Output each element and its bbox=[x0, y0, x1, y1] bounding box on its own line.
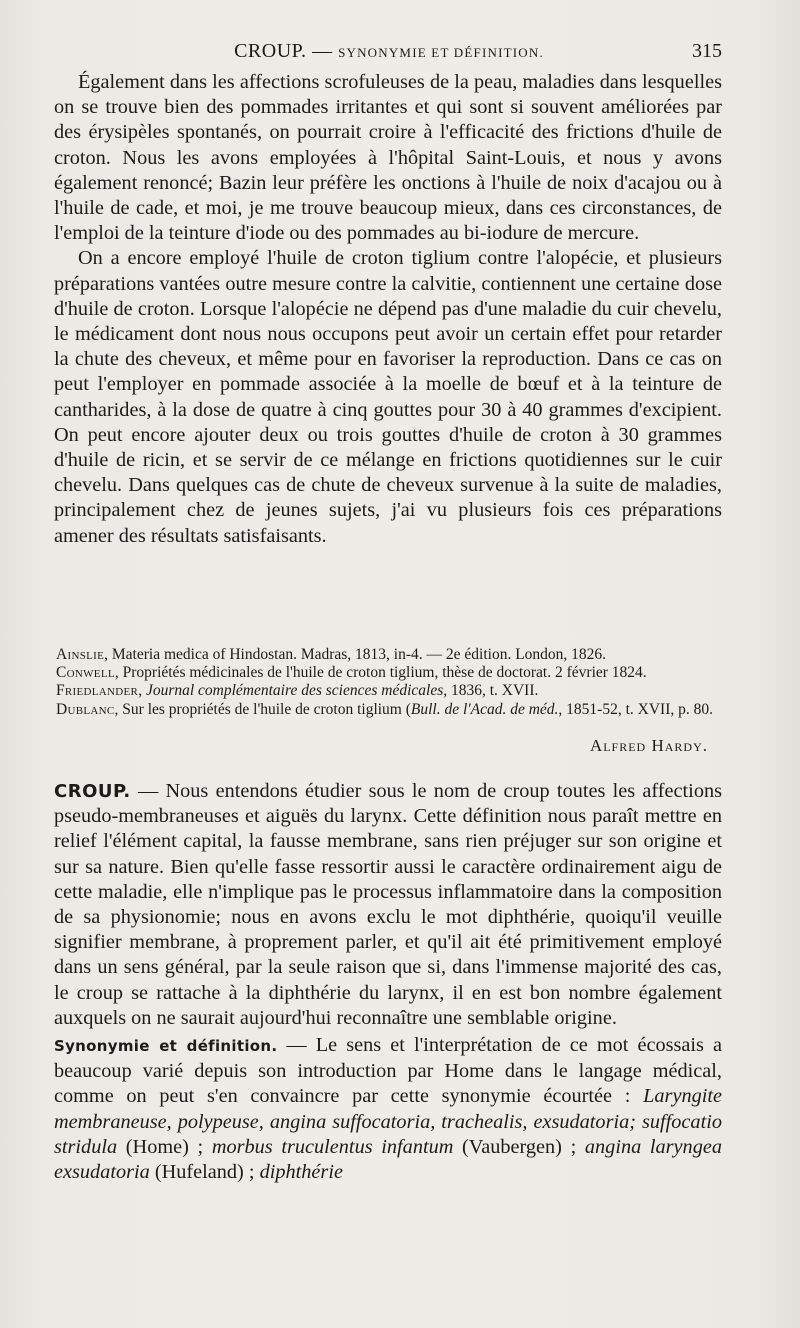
reference-journal: Journal complémentaire des sciences médicales bbox=[145, 682, 444, 700]
croup-text: — Nous entendons étudier sous le nom de croup toutes les affections pseudo-membraneuses et aiguës du larynx. Cette définition nous paraît mettre en relief l'élément capital, la fausse membrane, sans rien préjuger sur son origine et sur sa nature. Bien qu'elle fasse ressortir aussi le caractère ordinairement aigu de cette maladie, elle n'implique pas le processus inflammatoire dans la composition de sa physionomie; nous en avons exclu le mot diphthérie, quoiqu'il veuille signifier membrane, à proprement parler, et qu'il ait été primitivement employé dans un sens général, par la seule raison que si, dans l'immense majorité des cas, le croup se rattache à la diphthérie du larynx, il en est bon nombre également auxquels on ne saurait aujourd'hui reconnaître une semblable origine. bbox=[54, 780, 722, 1029]
synonymie-italic-1: Laryngite membraneuse, polypeuse, angina suffocatoria, trachealis, exsudatoria; suffocatio stridula bbox=[54, 1085, 722, 1158]
section-heading-synonymie: Synonymie et définition. bbox=[54, 1037, 278, 1056]
bibliography bbox=[56, 646, 722, 719]
paragraph-alopecie: On a encore employé l'huile de croton tiglium contre l'alopécie, et plusieurs préparations vantées outre mesure contre la calvitie, contiennent une certaine dose d'huile de croton. Lorsque l'alopécie ne dépend pas d'une maladie du cuir chevelu, le médicament dont nous nous occupons peut avoir un certain effet pour retarder la chute des cheveux, et même pour en favoriser la reproduction. Dans ce cas on peut l'employer en pommade associée à la moelle de bœuf et à la teinture de cantharides, à la dose de quatre à cinq gouttes pour 30 à 40 grammes d'excipient. On peut encore ajouter deux ou trois gouttes d'huile de croton à 30 grammes d'huile de ricin, et se servir de ce mélange en frictions quotidiennes sur le cuir chevelu. Dans quelques cas de chute de cheveux survenue à la suite de maladies, principalement chez de jeunes sujets, j'ai vu plusieurs fois ces préparations amener des résultats satisfaisants. bbox=[54, 247, 722, 547]
reference-text: , 1836, t. XVII. bbox=[443, 682, 539, 700]
synonymie-text-d: (Hufeland) ; bbox=[149, 1161, 260, 1184]
running-title bbox=[56, 40, 722, 63]
reference-author: Ainslie bbox=[56, 646, 105, 663]
paragraph-scrofuleuses: Également dans les affections scrofuleuses de la peau, maladies dans lesquelles on se trouve bien des pommades irritantes et qui sont si souvent améliorées par des érysipèles spontanés, on pourrait croire à l'efficacité des frictions d'huile de croton. Nous les avons employées à l'hôpital Saint-Louis, et nous y avons également renoncé; Bazin leur préfère les onctions à l'huile de noix d'acajou ou à l'huile de cade, et moi, je me trouve beaucoup mieux, dans ces circonstances, de l'emploi de la teinture d'iode ou des pommades au bi-iodure de mercure. bbox=[54, 71, 722, 245]
synonymie-italic-3: angina laryngea exsudatoria bbox=[54, 1135, 722, 1184]
synonymie-text-c: (Vaubergen) ; bbox=[453, 1135, 585, 1158]
reference-author: Dublanc bbox=[56, 700, 115, 718]
article-heading-croup: CROUP. bbox=[54, 781, 131, 802]
author-signature: Alfred Hardy. bbox=[589, 736, 708, 755]
page-number: 315 bbox=[692, 40, 722, 62]
running-title-sub: SYNONYMIE ET DÉFINITION. bbox=[338, 45, 544, 60]
reference-friedlander: Friedlander, Journal complémentaire des sciences médicales, 1836, t. XVII. bbox=[56, 682, 539, 700]
running-title-main: CROUP. bbox=[234, 40, 307, 62]
body-text-top bbox=[54, 70, 722, 549]
synonymie-text-b: (Home) ; bbox=[117, 1135, 212, 1158]
reference-text-end: , 1851-52, t. XVII, p. 80. bbox=[558, 700, 713, 718]
reference-author: Conwell bbox=[56, 664, 115, 682]
synonymie-italic-4: diphthérie bbox=[259, 1161, 343, 1184]
reference-dublanc bbox=[56, 701, 722, 719]
running-header bbox=[56, 40, 722, 66]
reference-text: , Materia medica of Hindostan. Madras, 1813, in-4. — 2e édition. London, 1826. bbox=[104, 646, 607, 663]
reference-text: , Propriétés médicinales de l'huile de croton tiglium, thèse de doctorat. 2 février 1824. bbox=[114, 664, 647, 682]
reference-conwell bbox=[56, 664, 722, 682]
paragraph-synonymie bbox=[54, 1033, 722, 1185]
reference-ainslie bbox=[56, 646, 722, 664]
paragraph-croup bbox=[54, 779, 722, 1031]
reference-text: , Sur les propriétés de l'huile de croton tiglium ( bbox=[114, 700, 411, 718]
synonymie-italic-2: morbus truculentus infantum bbox=[211, 1135, 454, 1158]
body-text-croup bbox=[54, 779, 722, 1185]
synonymie-text-a: — Le sens et l'interprétation de ce mot écossais a beaucoup varié depuis son introduction par Home dans le langage médical, comme on peut s'en convaincre par cette synonymie écourtée : bbox=[54, 1034, 722, 1108]
reference-author: Friedlander bbox=[56, 682, 139, 700]
reference-journal: Bull. de l'Acad. de méd. bbox=[410, 700, 559, 718]
running-title-separator: — bbox=[306, 40, 339, 62]
